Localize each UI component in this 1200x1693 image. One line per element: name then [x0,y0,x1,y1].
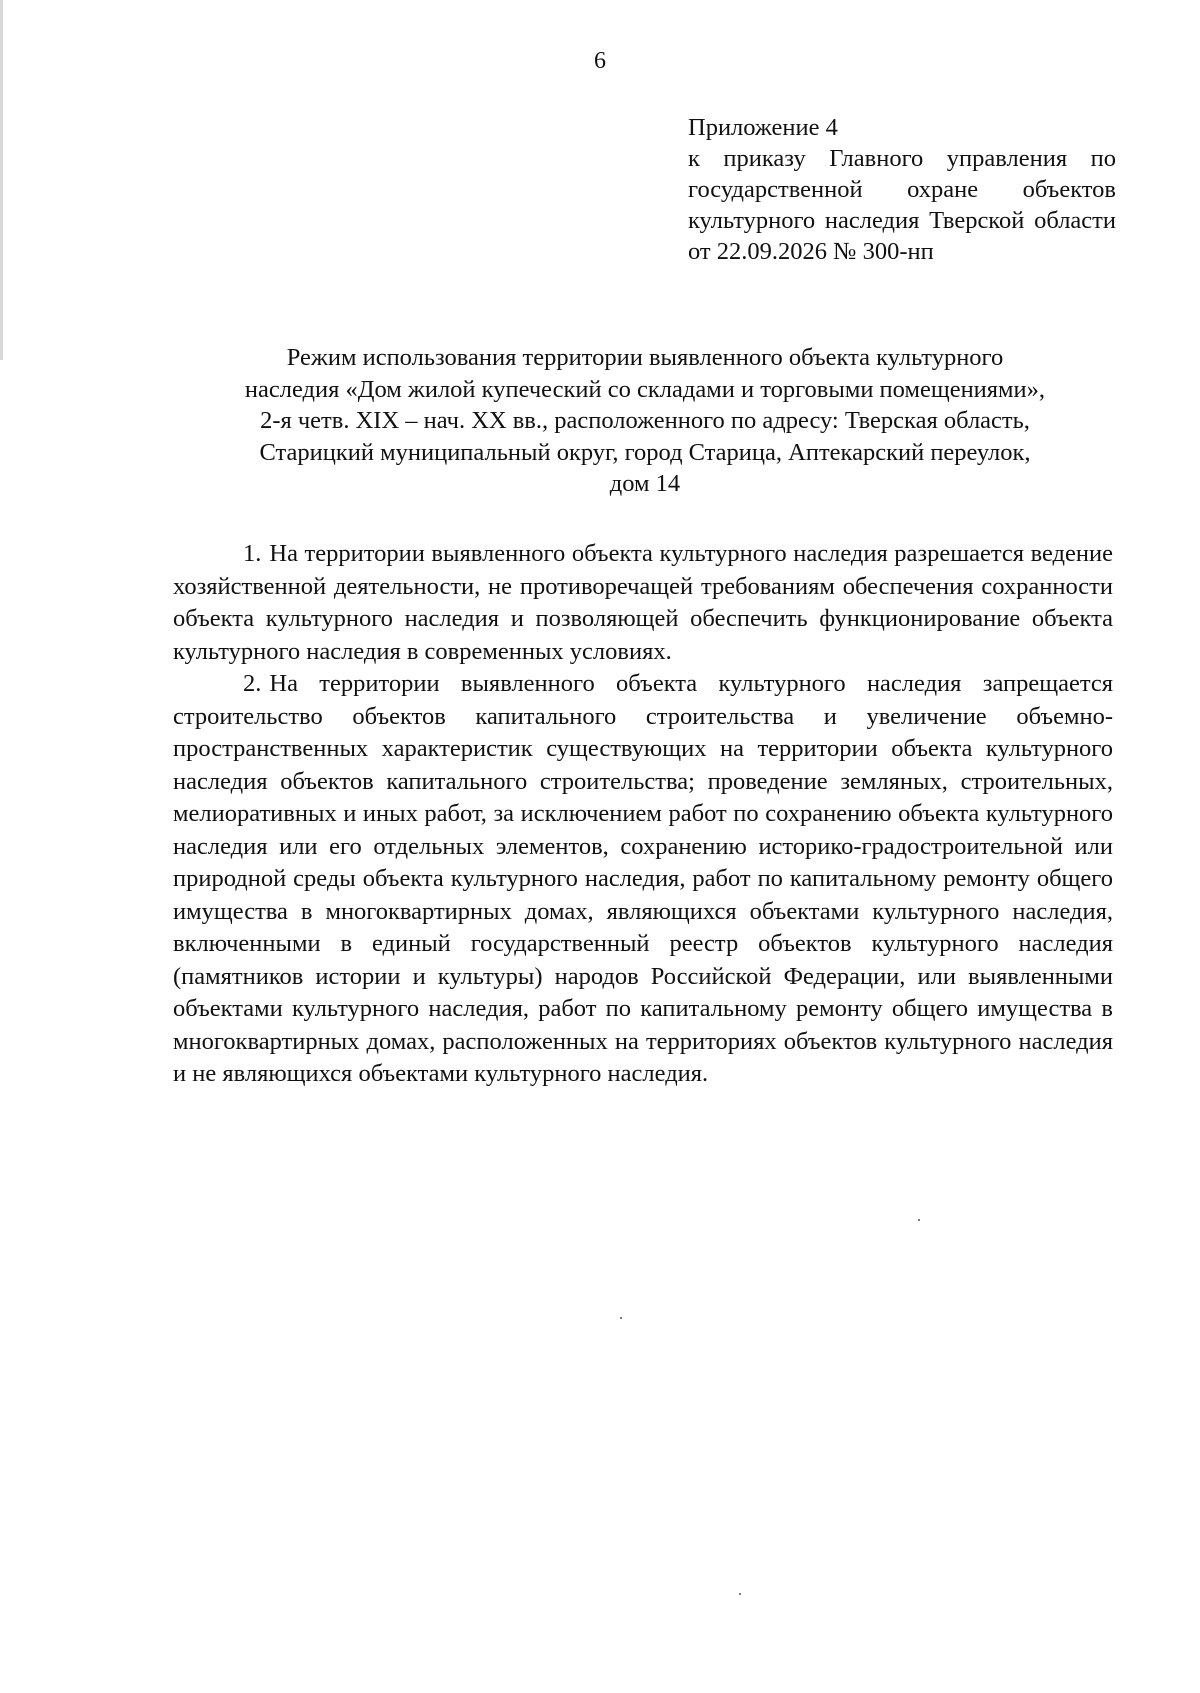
paragraph-number: 1. [243,540,262,567]
paragraph-2 [173,668,1113,1091]
page-number: 6 [594,48,606,74]
appendix-title: Приложение 4 [688,114,838,141]
paragraph-1 [173,538,1113,668]
document-body [173,538,1113,1091]
document-title-line: Старицкий муниципальный округ, город Старица, Аптекарский переулок, [259,438,1031,466]
scan-speck [739,1593,741,1595]
paragraph-text: На территории выявленного объекта культурного наследия разрешается ведение хозяйственной деятельности, не противоречащей требованиям обеспечения сохранности объекта культурного наследия и позволяющей обеспечить функционирование объекта культурного наследия в современных условиях. [173,540,1113,665]
document-title-line: наследия «Дом жилой купеческий со складами и торговыми помещениями», [244,375,1046,403]
scan-speck [620,1317,622,1319]
appendix-block [688,112,1116,267]
paragraph-number: 2. [243,670,262,697]
document-title [150,342,1140,500]
document-title-line: дом 14 [609,470,681,497]
appendix-order-reference: к приказу Главного управления по государственной охране объектов культурного наследия Тверской области от 22.09.2026 № 300-нп [688,145,1116,265]
paragraph-text: На территории выявленного объекта культурного наследия запрещается строительство объектов капитального строительства и увеличение объемно-пространственных характеристик существующих на территории объекта культурного наследия объектов капитального строительства; проведение земляных, строительных, мелиоративных и иных работ, за исключением работ по сохранению объекта культурного наследия или его отдельных элементов, сохранению историко-градостроительной или природной среды объекта культурного наследия, работ по капитальному ремонту общего имущества в многоквартирных домах, являющихся объектами культурного наследия, включенными в единый государственный реестр объектов культурного наследия (памятников истории и культуры) народов Российской Федерации, или выявленными объектами культурного наследия, работ по капитальному ремонту общего имущества в многоквартирных домах, расположенных на территориях объектов культурного наследия и не являющихся объектами культурного наследия. [173,670,1113,1087]
scan-speck [918,1219,920,1221]
document-title-line: 2-я четв. XIX – нач. XX вв., расположенного по адресу: Тверская область, [260,407,1030,434]
document-title-line: Режим использования территории выявленного объекта культурного [286,344,1004,371]
